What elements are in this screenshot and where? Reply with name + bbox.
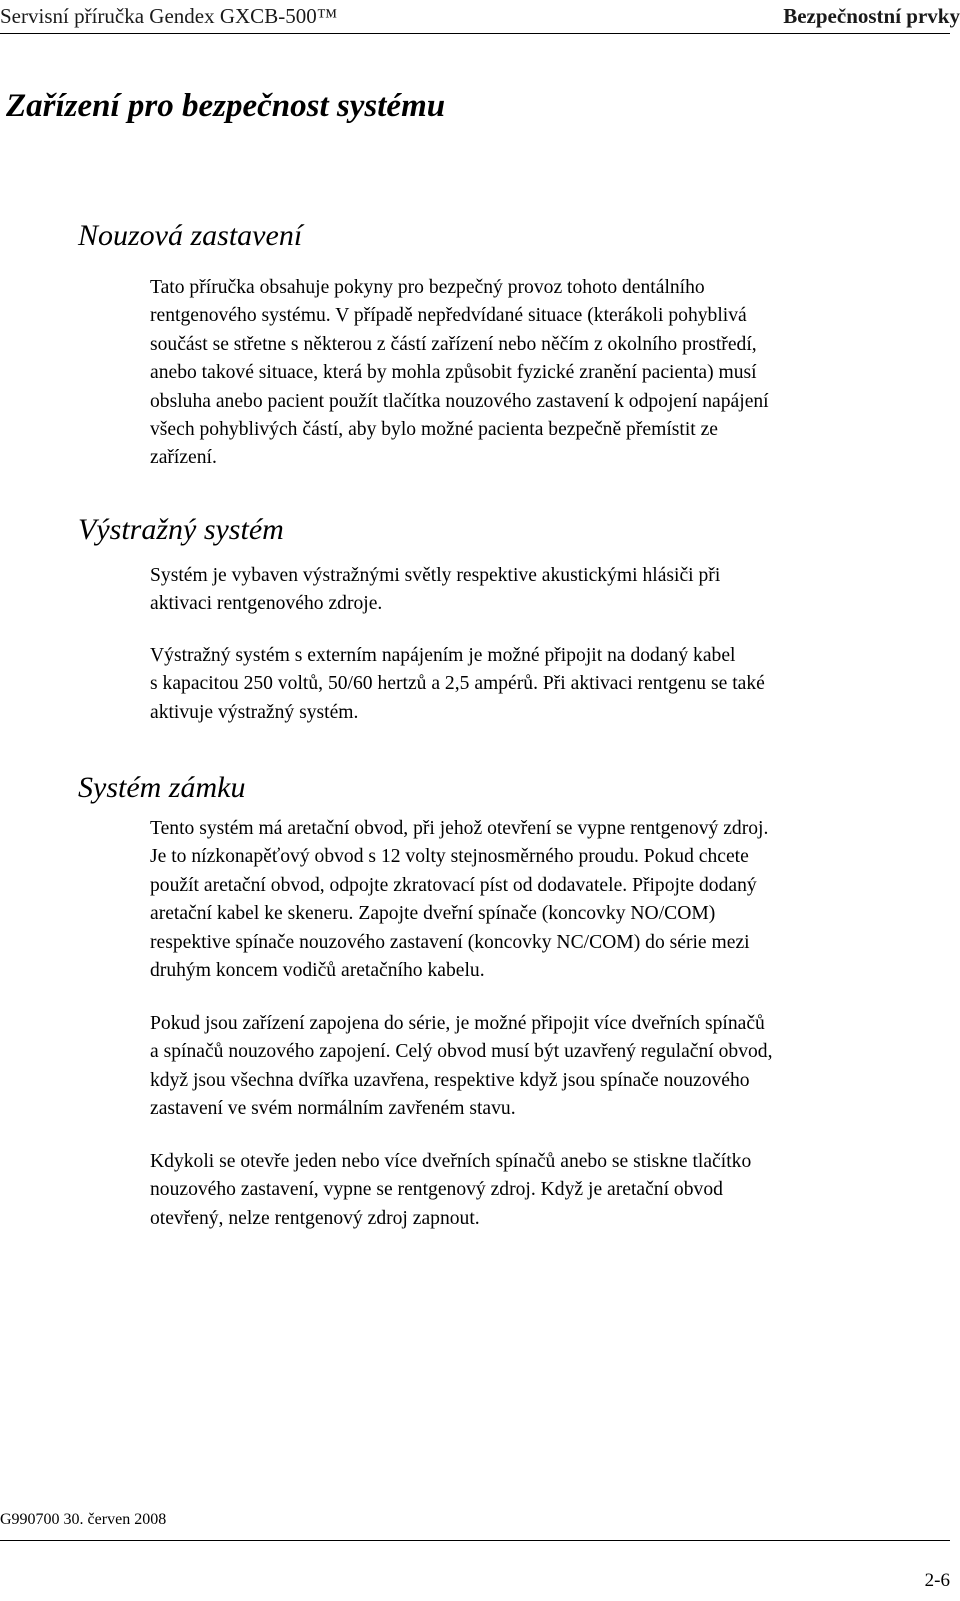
section-heading-interlock-system: Systém zámku — [78, 771, 246, 804]
page-title: Zařízení pro bezpečnost systému — [6, 88, 446, 124]
paragraph-interlock-open: Kdykoli se otevře jeden nebo více dveřních spínačů anebo se stiskne tlačítko nouzového zastavení, vypne se rentgenový zdroj. Když je aretační obvod otevřený, nelze rentgenový zdroj zapnout. — [150, 1151, 752, 1229]
paragraph-warning-power: Výstražný systém s externím napájením je možné připojit na dodaný kabel s kapacitou 250 voltů, 50/60 hertzů a 2,5 ampérů. Při aktivaci rentgenu se také aktivuje výstražný systém. — [150, 645, 765, 723]
header-chapter-title: Bezpečnostní prvky — [783, 4, 960, 28]
paragraph-emergency-stops: Tato příručka obsahuje pokyny pro bezpečný provoz tohoto dentálního rentgenového systému. V případě nepředvídané situace (kterákoli pohyblivá součást se střetne s některou z částí zařízení nebo něčím z okolního prostředí, anebo takové situace, která by mohla způsobit fyzické zranění pacienta) musí obsluha anebo pacient použít tlačítka nouzového zastavení k odpojení napájení všech pohyblivých částí, aby bylo možné pacienta bezpečně přemístit ze zařízení. — [150, 277, 769, 469]
header-divider — [0, 33, 950, 34]
footer-divider — [0, 1540, 950, 1541]
footer-document-id: G990700 30. červen 2008 — [0, 1511, 167, 1528]
paragraph-interlock-circuit: Tento systém má aretační obvod, při jehož otevření se vypne rentgenový zdroj. Je to nízkonapěťový obvod s 12 volty stejnosměrného proudu. Pokud chcete použít aretační obvod, odpojte zkratovací píst od dodavatele. Připojte dodaný aretační kabel ke skeneru. Zapojte dveřní spínače (koncovky NO/COM) respektive spínače nouzového zastavení (koncovky NC/COM) do série mezi druhým koncem vodičů aretačního kabelu. — [150, 818, 769, 982]
section-heading-warning-system: Výstražný systém — [78, 513, 284, 546]
section-heading-emergency-stops: Nouzová zastavení — [78, 219, 303, 252]
page-number: 2-6 — [924, 1570, 950, 1591]
paragraph-warning-lights: Systém je vybaven výstražnými světly respektive akustickými hlásiči při aktivaci rentgenového zdroje. — [150, 565, 721, 615]
header-manual-title: Servisní příručka Gendex GXCB-500™ — [0, 4, 338, 28]
paragraph-interlock-series: Pokud jsou zařízení zapojena do série, je možné připojit více dveřních spínačů a spínačů nouzového zapojení. Celý obvod musí být uzavřený regulační obvod, když jsou všechna dvířka uzavřena, respektive když jsou spínače nouzového zastavení ve svém normálním zavřeném stavu. — [150, 1013, 773, 1120]
